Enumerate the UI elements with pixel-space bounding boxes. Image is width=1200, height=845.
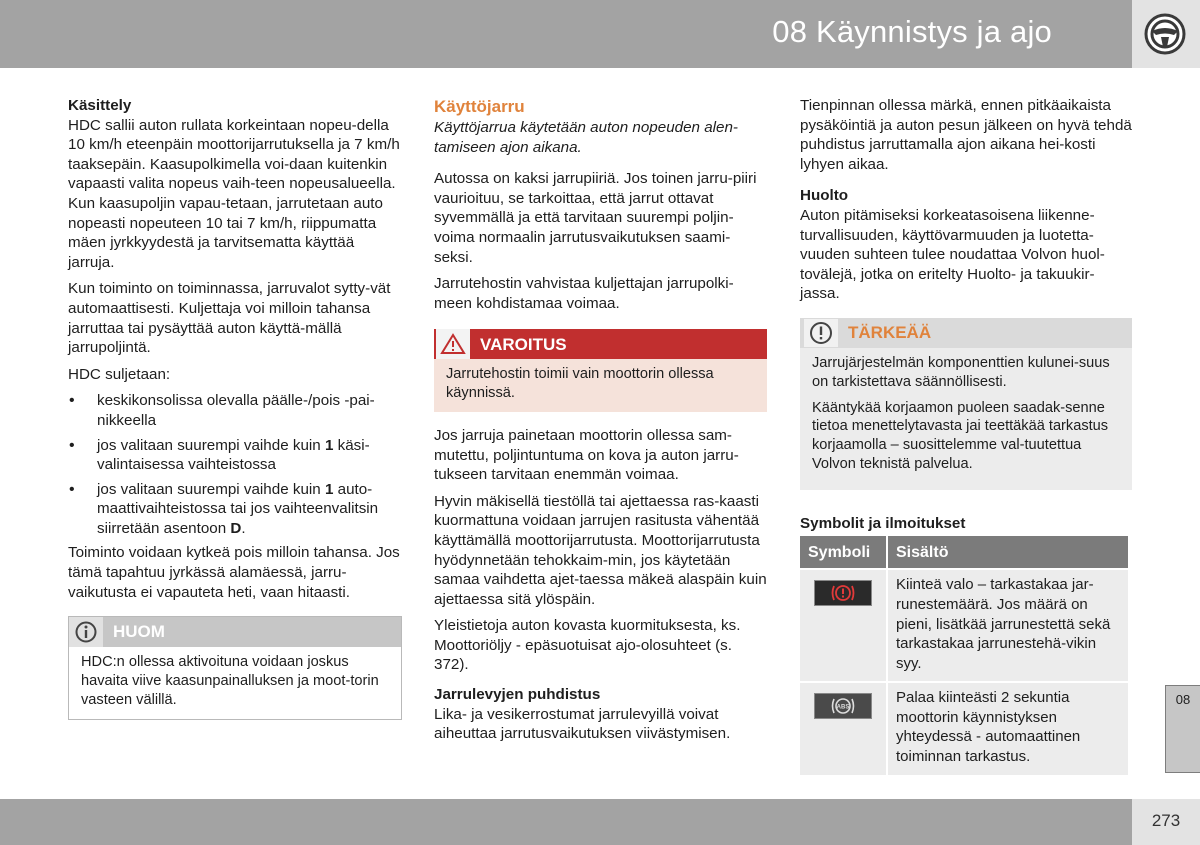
column-2 bbox=[434, 96, 767, 751]
warning-title: VAROITUS bbox=[480, 334, 567, 354]
warning-triangle-icon bbox=[436, 329, 470, 359]
content-cell: Kiinteä valo – tarkastakaa jar-runestemäärä. Jos määrä on pieni, lisätkää jarrunestettä sekä tarkastakaa jarrunestehä-vikin syy. bbox=[888, 570, 1128, 681]
list-item: • keskikonsolissa olevalla päälle-/pois -pai-nikkeella bbox=[68, 391, 402, 430]
paragraph: Yleistietoja auton kovasta kuormituksesta, ks. Moottoriöljy - epäsuotuisat ajo-olosuhteet (s. 372). bbox=[434, 617, 741, 674]
section-heading-huolto: Huolto bbox=[800, 187, 849, 205]
note-header bbox=[69, 617, 401, 647]
steering-wheel-icon bbox=[1143, 13, 1187, 55]
page-number: 273 bbox=[1151, 811, 1181, 830]
table-heading: Symbolit ja ilmoitukset bbox=[800, 514, 966, 532]
paragraph: Jarrutehostin vahvistaa kuljettajan jarrupolki-meen kohdistamaa voimaa. bbox=[434, 275, 734, 312]
paragraph: Jos jarruja painetaan moottorin ollessa sam-mutettu, poljintuntuma on kova ja auton jarru-tukseen tarvitaan enemmän voimaa. bbox=[434, 426, 739, 484]
important-text: Kääntykää korjaamon puoleen saadak-senne tietoa menettelytavasta jai teettäkää tarkastus korjaamolla – suosittelemme val-tuutettua Volvon teknistä palvelua. bbox=[812, 399, 1109, 472]
symbol-cell bbox=[800, 683, 886, 774]
info-icon bbox=[69, 617, 103, 647]
column-header-symbol: Symboli bbox=[800, 536, 886, 568]
column-3 bbox=[800, 96, 1132, 775]
important-body bbox=[800, 348, 1132, 490]
chapter-title: 08 Käynnistys ja ajo bbox=[772, 14, 1052, 49]
content-cell: Palaa kiinteästi 2 sekuntia moottorin käynnistyksen yhteydessä - automaattinen toiminnan tarkastus. bbox=[888, 683, 1128, 774]
table-row bbox=[800, 683, 1128, 774]
section-heading-kasittely: Käsittely bbox=[68, 97, 132, 114]
paragraph: HDC sallii auton rullata korkeintaan nopeu-della 10 km/h eteenpäin moottorijarrutuksella ja 7 km/h taaksepäin. Kaasupolkimella voi-daan kuitenkin vapaasti valita nopeus vaih-teen nopeusalueella. Kun kaasupoljin vapau-tetaan, jarrutetaan auto nopeasti nopeuteen 10 tai 7 km/h, riippumatta mäen jyrkkyydestä ja tarvitsematta käyttää jarruja. bbox=[68, 116, 400, 271]
paragraph: Tienpinnan ollessa märkä, ennen pitkäaikaista pysäköintiä ja auton pesun jälkeen on hyvä tehdä puhdistus jarruttamalla ajon aikana hei-kosti lyhyen aikaa. bbox=[800, 97, 1132, 173]
section-heading-kayttojarru: Käyttöjarru bbox=[434, 97, 525, 116]
paragraph: Toiminto voidaan kytkeä pois milloin tahansa. Jos tämä tapahtuu jyrkässä alamäessä, jarru-vaikutusta ei vapauteta heti, vaan hitaasti. bbox=[68, 544, 400, 601]
list-item: • jos valitaan suurempi vaihde kuin 1 auto-maattivaihteistossa tai jos vaihteenvalitsin siirretään asentoon D. bbox=[68, 480, 402, 539]
column-header-content: Sisältö bbox=[888, 536, 1128, 568]
paragraph: Hyvin mäkisellä tiestöllä tai ajettaessa ras-kaasti kuormattuna voidaan jarrujen rasitusta vähentää käyttämällä moottorijarrutusta. Moottorijarrutusta hyödynnetään tehokkaim-min, jos käytetään samaa vaihdetta ajet-taessa mäkeä alaspäin kuin ajettaessa sitä ylöspäin. bbox=[434, 492, 767, 608]
symbol-table bbox=[798, 536, 1130, 774]
brake-warning-icon bbox=[814, 580, 872, 606]
paragraph: Auton pitämiseksi korkeatasoisena liikenne-turvallisuuden, käyttövarmuuden ja luotetta-vuuden suhteen tulee noudattaa Volvon huol-tovälejä, jotka on eritelty Huolto- ja takuukir-jassa. bbox=[800, 206, 1105, 303]
page-number-box bbox=[1132, 799, 1200, 845]
important-header bbox=[800, 318, 1132, 348]
abs-icon bbox=[814, 693, 872, 719]
note-text: HDC:n ollessa aktivoituna voidaan joskus havaita viive kaasunpainalluksen ja moot-torin vasteen välillä. bbox=[69, 647, 401, 718]
page-footer bbox=[0, 799, 1132, 845]
warning-header bbox=[434, 329, 767, 359]
column-1 bbox=[68, 96, 402, 720]
subheading-jarrulevyjen-puhdistus: Jarrulevyjen puhdistus bbox=[434, 686, 601, 704]
warning-box bbox=[434, 329, 767, 412]
important-title: TÄRKEÄÄ bbox=[848, 323, 932, 343]
table-header-row bbox=[800, 536, 1128, 568]
chapter-icon-box bbox=[1132, 0, 1200, 68]
chapter-side-tab: 08 bbox=[1165, 685, 1200, 773]
intro-text: Käyttöjarrua käytetään auton nopeuden alen-tamiseen ajon aikana. bbox=[434, 119, 738, 156]
important-box bbox=[800, 318, 1132, 490]
paragraph: HDC suljetaan: bbox=[68, 365, 171, 383]
abs-icon-label: ABS bbox=[836, 704, 850, 711]
warning-text: Jarrutehostin toimii vain moottorin ollessa käynnissä. bbox=[434, 359, 767, 412]
note-title: HUOM bbox=[113, 622, 165, 642]
bullet-list bbox=[68, 391, 402, 538]
table-row bbox=[800, 570, 1128, 681]
important-text: Jarrujärjestelmän komponenttien kulunei-suus on tarkistettava säännöllisesti. bbox=[812, 354, 1110, 390]
exclamation-icon bbox=[804, 319, 838, 347]
paragraph: Kun toiminto on toiminnassa, jarruvalot sytty-vät automaattisesti. Kuljettaja voi milloin tahansa jarruttaa tai pysäyttää auton käyttä-mällä jarrupoljintä. bbox=[68, 280, 391, 357]
chapter-header bbox=[0, 0, 1132, 68]
symbol-cell bbox=[800, 570, 886, 681]
paragraph: Lika- ja vesikerrostumat jarrulevyillä voivat aiheuttaa jarrutusvaikutuksen viivästymisen. bbox=[434, 705, 731, 743]
paragraph: Autossa on kaksi jarrupiiriä. Jos toinen jarru-piiri vaurioituu, se tarkoittaa, että jarrut ottavat syvemmällä ja että tarvitaan suurempi poljin-voima normaalin jarrutusvaikutuksen saami-seksi. bbox=[434, 170, 757, 266]
list-item: • jos valitaan suurempi vaihde kuin 1 käsi-valintaisessa vaihteistossa bbox=[68, 436, 402, 475]
note-box bbox=[68, 616, 402, 719]
